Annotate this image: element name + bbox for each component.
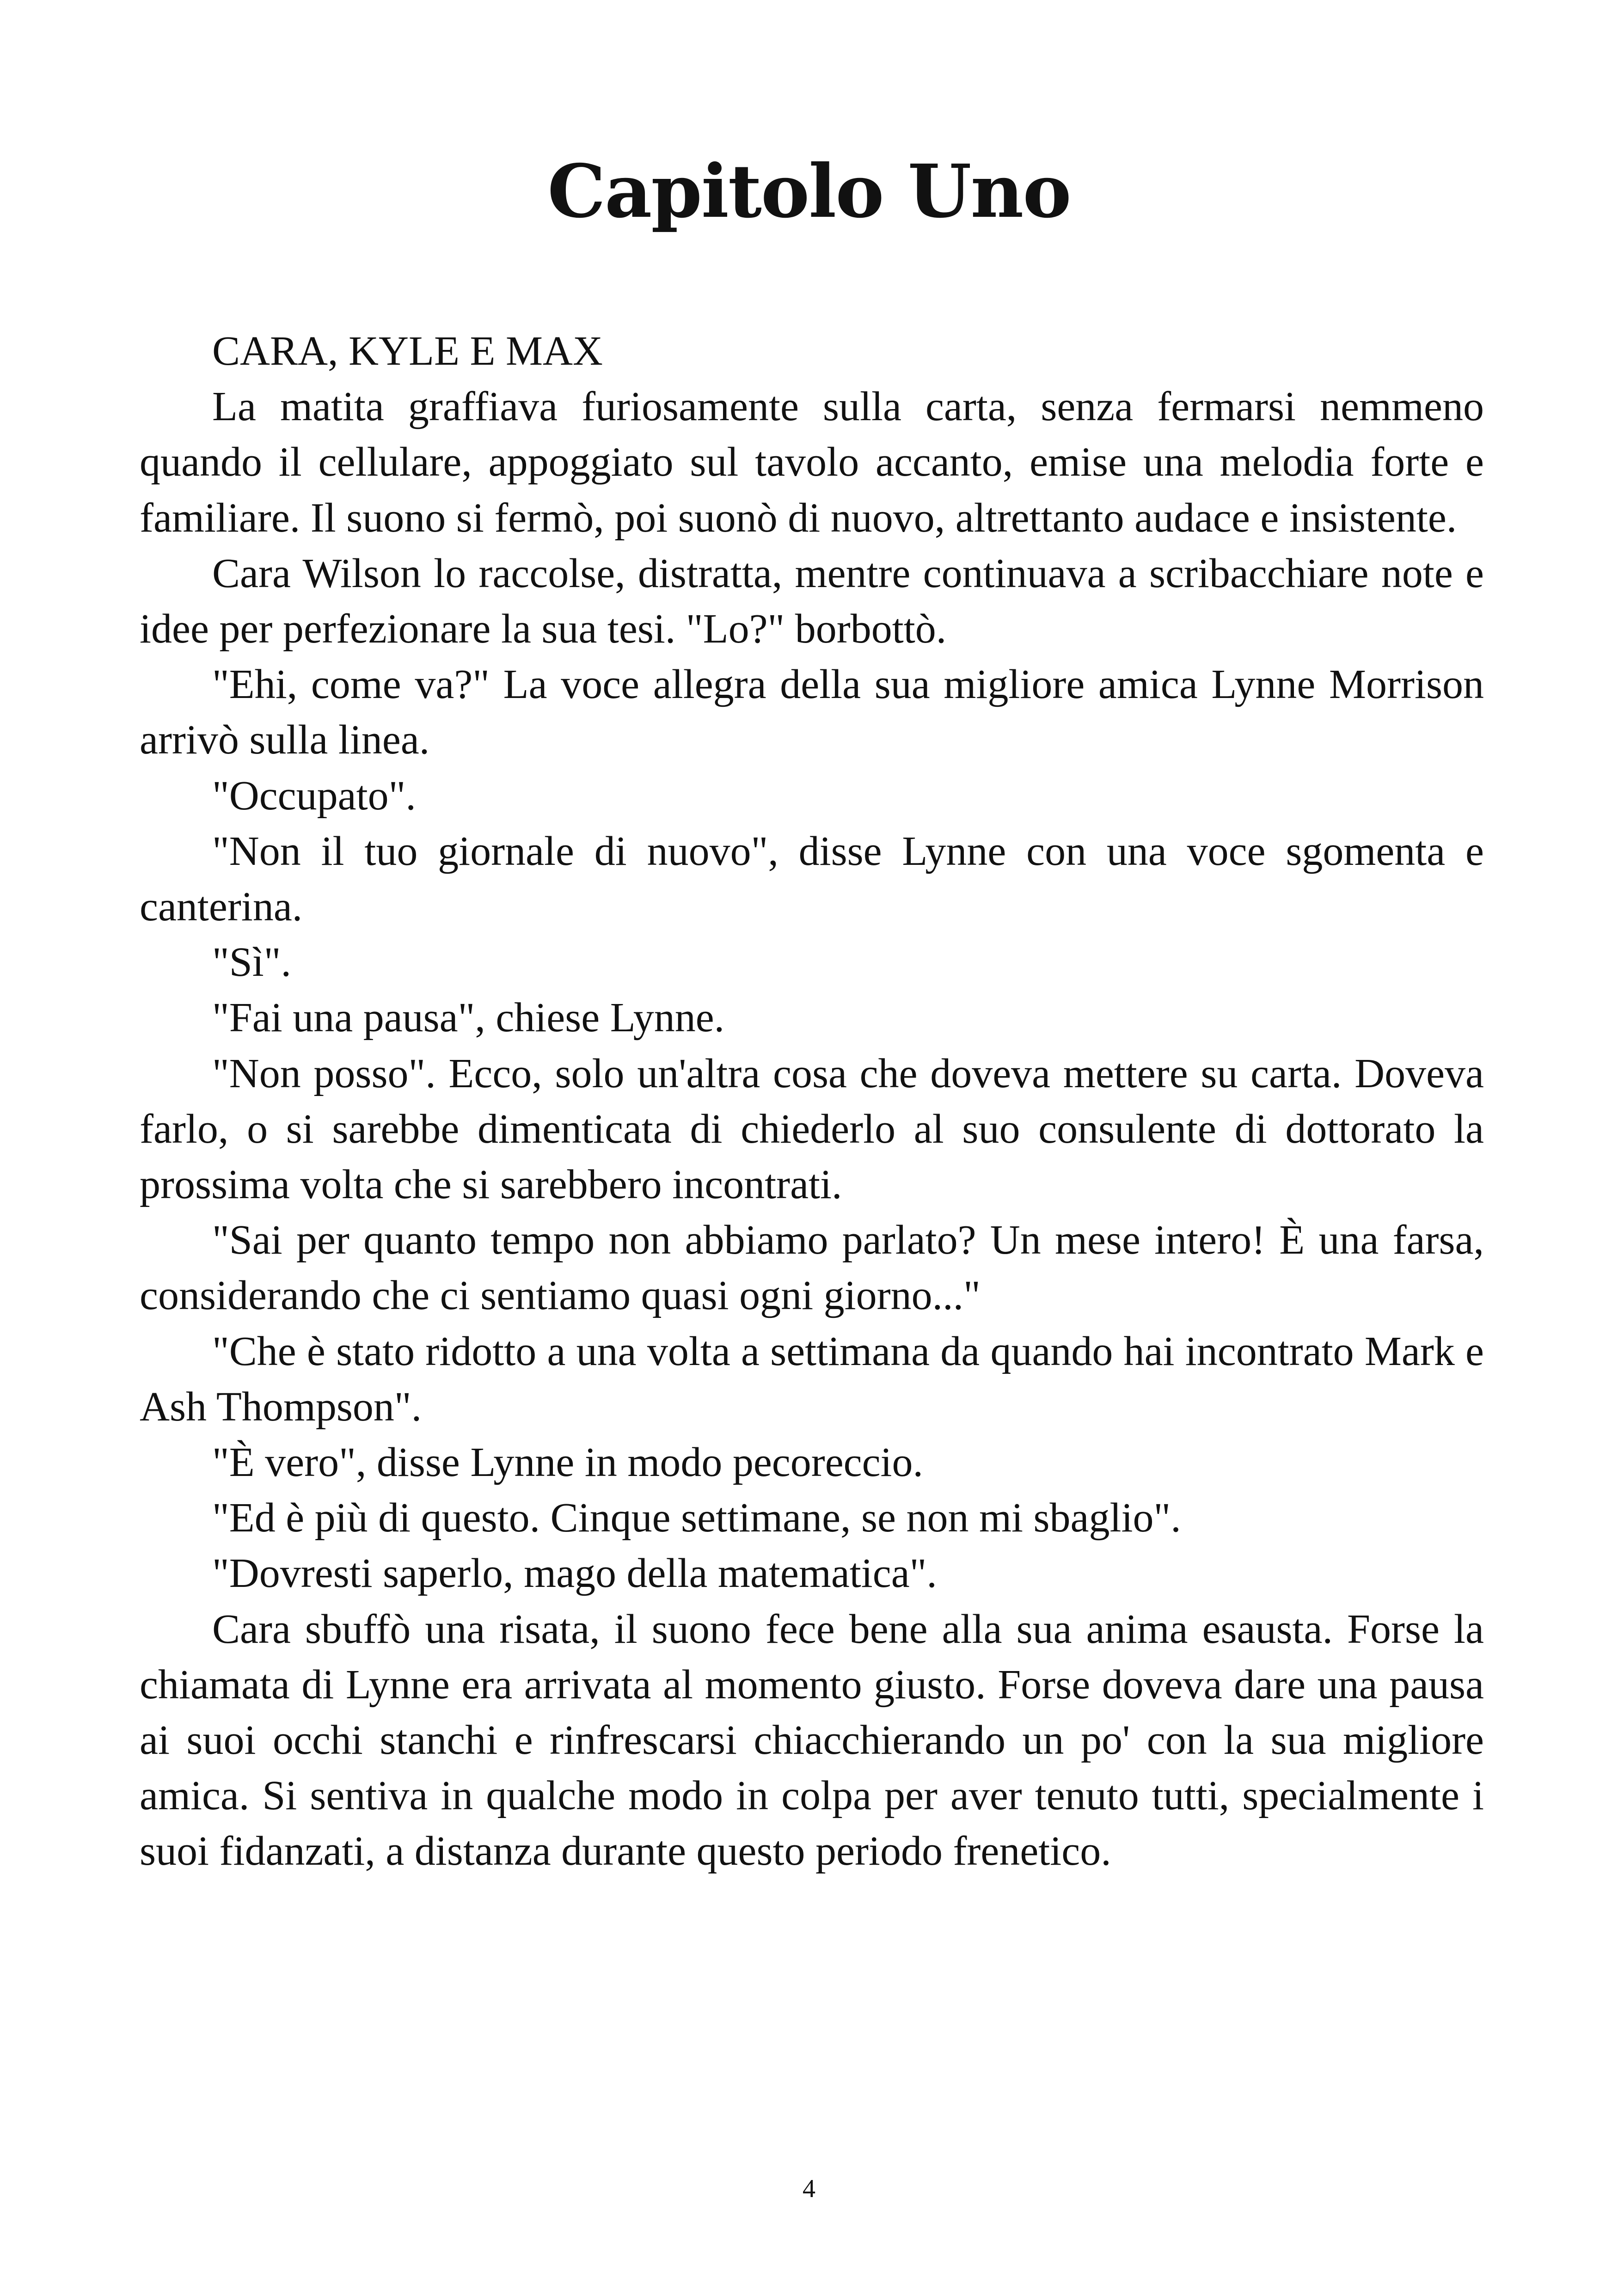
paragraph: "Sì". [212, 939, 292, 986]
paragraph: "Non posso". Ecco, solo un'altra cosa che doveva mettere su carta. Doveva farlo, o si sarebbe dimenticata di chiederlo al suo consulente di dottorato la prossima volta che si sarebbero incontrati. [140, 1050, 1484, 1208]
paragraph: "Sai per quanto tempo non abbiamo parlato? Un mese intero! È una farsa, considerando che ci sentiamo quasi ogni giorno..." [140, 1217, 1484, 1319]
paragraph: "Dovresti saperlo, mago della matematica". [212, 1550, 937, 1597]
paragraph: "Ehi, come va?" La voce allegra della sua migliore amica Lynne Morrison arrivò sulla linea. [140, 661, 1484, 763]
paragraph: "È vero", disse Lynne in modo pecoreccio. [212, 1439, 924, 1486]
page-number: 4 [803, 2174, 815, 2203]
paragraph: La matita graffiava furiosamente sulla carta, senza fermarsi nemmeno quando il cellulare, appoggiato sul tavolo accanto, emise una melodia forte e familiare. Il suono si fermò, poi suonò di nuovo, altrettanto audace e insistente. [140, 384, 1484, 541]
chapter-title: Capitolo Uno [547, 149, 1071, 234]
paragraph: "Occupato". [212, 772, 416, 819]
section-heading: CARA, KYLE E MAX [212, 328, 603, 374]
paragraph: "Fai una pausa", chiese Lynne. [212, 995, 725, 1041]
paragraph: "Ed è più di questo. Cinque settimane, se non mi sbaglio". [212, 1495, 1181, 1541]
paragraph: "Non il tuo giornale di nuovo", disse Lynne con una voce sgomenta e canterina. [140, 828, 1484, 930]
paragraph: Cara sbuffò una risata, il suono fece bene alla sua anima esausta. Forse la chiamata di Lynne era arrivata al momento giusto. Forse doveva dare una pausa ai suoi occhi stanchi e rinfrescarsi chiacchierando un po' con la sua migliore amica. Si sentiva in qualche modo in colpa per aver tenuto tutti, specialmente i suoi fidanzati, a distanza durante questo periodo frenetico. [140, 1606, 1484, 1874]
paragraph: "Che è stato ridotto a una volta a settimana da quando hai incontrato Mark e Ash Thompson". [140, 1328, 1484, 1430]
paragraph: Cara Wilson lo raccolse, distratta, mentre continuava a scribacchiare note e idee per perfezionare la sua tesi. "Lo?" borbottò. [140, 550, 1484, 652]
chapter-body [140, 324, 1484, 1880]
